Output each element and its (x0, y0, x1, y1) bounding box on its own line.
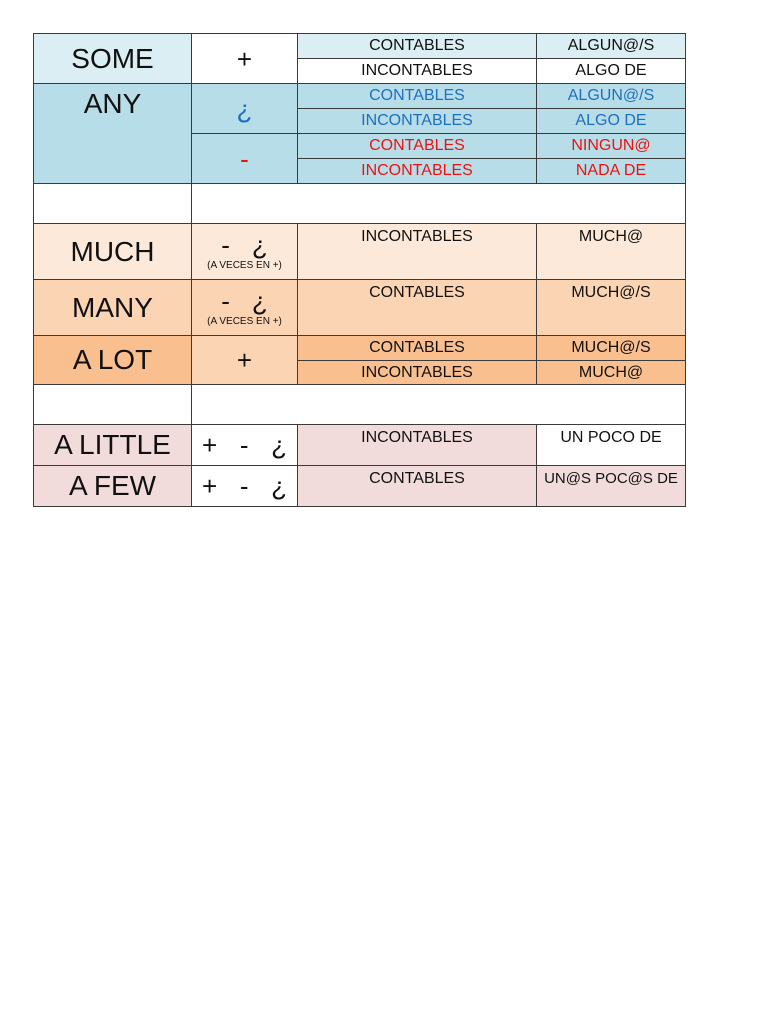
symbol-negative: - (239, 429, 249, 460)
meaning-cell[interactable]: MUCH@ (537, 224, 686, 280)
table-row (34, 425, 686, 466)
table-row (34, 34, 686, 59)
word-much[interactable]: MUCH (34, 224, 192, 280)
spacer-row (34, 184, 686, 224)
symbol-negative: - (221, 229, 230, 260)
table-row (34, 84, 686, 109)
type-cell[interactable]: INCONTABLES (298, 425, 537, 466)
type-cell[interactable]: CONTABLES (298, 84, 537, 109)
word-a-lot[interactable]: A LOT (34, 336, 192, 385)
meaning-cell[interactable]: ALGO DE (537, 59, 686, 84)
table-row (34, 224, 686, 280)
symbol-affirmative[interactable]: + (192, 336, 298, 385)
symbol-negative: - (221, 285, 230, 316)
type-cell[interactable]: INCONTABLES (298, 224, 537, 280)
meaning-cell[interactable]: ALGUN@/S (537, 84, 686, 109)
spacer-row (34, 385, 686, 425)
type-cell[interactable]: INCONTABLES (298, 159, 537, 184)
meaning-cell[interactable]: ALGUN@/S (537, 34, 686, 59)
symbol-cell[interactable] (192, 224, 298, 280)
symbol-affirmative[interactable]: + (192, 34, 298, 84)
usage-note: (A VECES EN +) (207, 315, 282, 327)
empty-cell[interactable] (34, 385, 192, 425)
symbol-question: ¿ (271, 429, 287, 460)
meaning-cell[interactable]: UN@S POC@S DE (537, 466, 686, 507)
empty-cell[interactable] (34, 184, 192, 224)
type-cell[interactable]: INCONTABLES (298, 59, 537, 84)
table-row (34, 466, 686, 507)
symbol-affirmative: + (202, 470, 218, 501)
table-row (34, 280, 686, 336)
symbol-cell[interactable] (192, 280, 298, 336)
symbol-question: ¿ (251, 285, 268, 316)
word-any[interactable]: ANY (34, 84, 192, 184)
meaning-cell[interactable]: MUCH@/S (537, 280, 686, 336)
meaning-cell[interactable]: NINGUN@ (537, 134, 686, 159)
symbol-question: ¿ (271, 470, 287, 501)
meaning-cell[interactable]: UN POCO DE (537, 425, 686, 466)
word-a-little[interactable]: A LITTLE (34, 425, 192, 466)
symbol-affirmative: + (202, 429, 218, 460)
meaning-cell[interactable]: MUCH@ (537, 361, 686, 385)
symbol-question[interactable]: ¿ (192, 84, 298, 134)
type-cell[interactable]: CONTABLES (298, 280, 537, 336)
symbol-cell[interactable] (192, 466, 298, 507)
meaning-cell[interactable]: ALGO DE (537, 109, 686, 134)
symbol-negative: - (239, 470, 249, 501)
type-cell[interactable]: CONTABLES (298, 336, 537, 361)
type-cell[interactable]: INCONTABLES (298, 361, 537, 385)
meaning-cell[interactable]: NADA DE (537, 159, 686, 184)
usage-note: (A VECES EN +) (207, 259, 282, 271)
symbol-negative[interactable]: - (192, 134, 298, 184)
word-many[interactable]: MANY (34, 280, 192, 336)
type-cell[interactable]: INCONTABLES (298, 109, 537, 134)
word-some[interactable]: SOME (34, 34, 192, 84)
word-a-few[interactable]: A FEW (34, 466, 192, 507)
symbol-cell[interactable] (192, 425, 298, 466)
empty-cell[interactable] (192, 385, 686, 425)
type-cell[interactable]: CONTABLES (298, 134, 537, 159)
type-cell[interactable]: CONTABLES (298, 466, 537, 507)
table-row (34, 336, 686, 361)
empty-cell[interactable] (192, 184, 686, 224)
meaning-cell[interactable]: MUCH@/S (537, 336, 686, 361)
symbol-question: ¿ (251, 229, 268, 260)
type-cell[interactable]: CONTABLES (298, 34, 537, 59)
quantifiers-table (33, 33, 686, 507)
